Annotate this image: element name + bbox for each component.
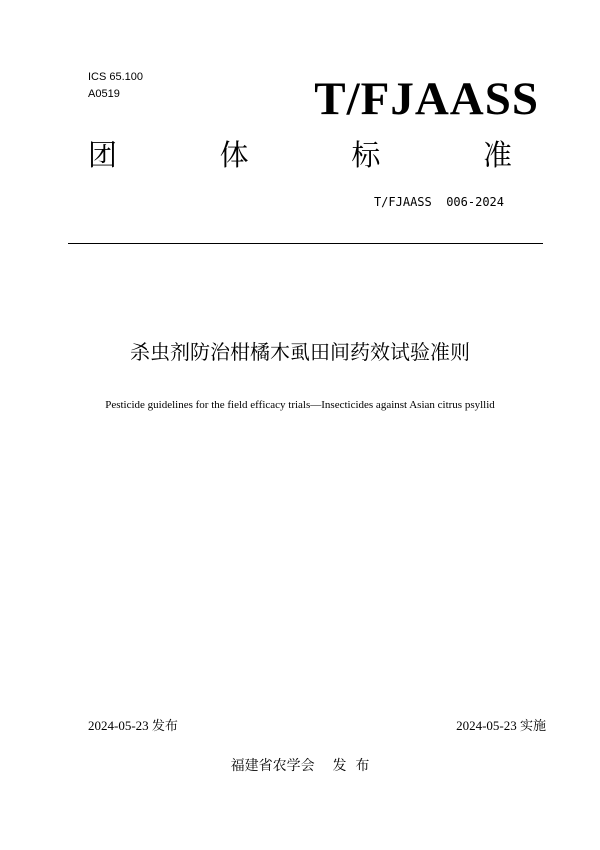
header-divider	[68, 243, 543, 244]
publisher-line: 福建省农学会 发 布	[230, 758, 370, 774]
standard-type-char: 团	[88, 138, 118, 172]
document-title-chinese: 杀虫剂防治柑橘木虱田间药效试验准则	[130, 340, 470, 364]
implementation-date: 2024-05-23 实施	[456, 718, 546, 733]
standard-type-heading	[88, 138, 512, 172]
issue-date: 2024-05-23 发布	[88, 718, 178, 733]
standard-type-char: 准	[482, 138, 512, 172]
standard-code-logo: T/FJAASS	[314, 73, 539, 125]
ics-code: ICS 65.100	[88, 71, 144, 83]
ccs-code: A0519	[88, 88, 120, 100]
document-title-english: Pesticide guidelines for the field efficacy trials—Insecticides against Asian citrus psyllid	[105, 399, 495, 411]
standard-number: T/FJAASS 006-2024	[373, 195, 504, 209]
standard-type-char: 标	[351, 138, 381, 172]
standard-type-char: 体	[219, 138, 249, 172]
